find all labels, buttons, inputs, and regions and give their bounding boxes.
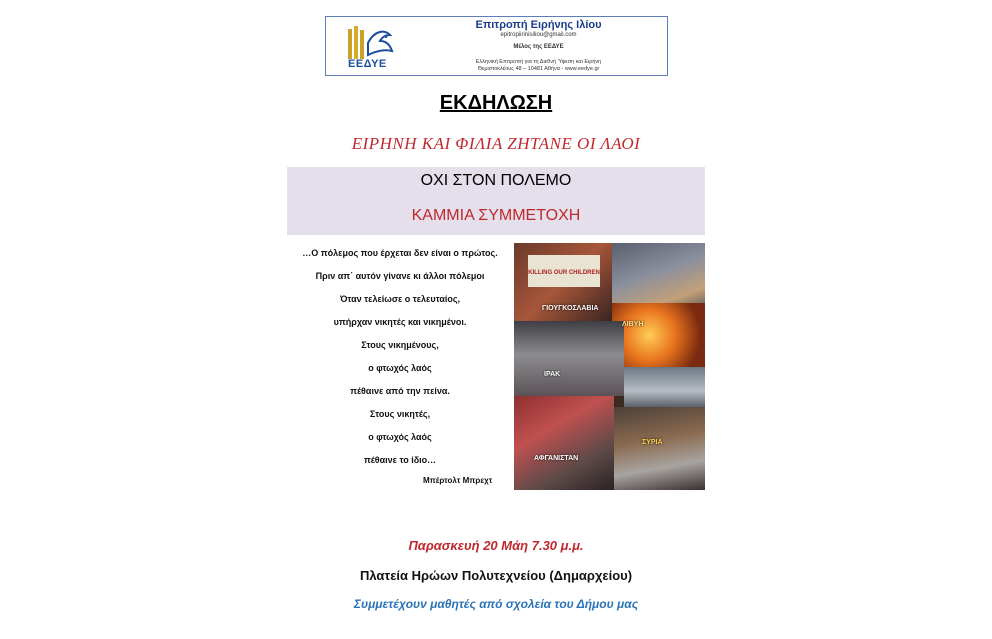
logo-text: ΕΕΔΥΕ [348,58,387,70]
collage-label-yugoslavia: ΓΙΟΥΓΚΟΣΛΑΒΙΑ [542,305,599,312]
photo-tile-city [624,367,705,407]
event-date: Παρασκευή 20 Μάη 7.30 μ.μ. [408,538,584,553]
event-venue: Πλατεία Ηρώων Πολυτεχνείου (Δημαρχείου) [359,568,633,583]
poem-line: ο φτωχός λαός [368,432,432,442]
poem-line: Στους νικημένους, [361,340,439,350]
poem-line: πέθαινε από την πείνα. [350,386,450,396]
poem-line: υπήρχαν νικητές και νικημένοι. [333,317,467,327]
poem-line: Στους νικητές, [369,409,431,419]
poem-line: Πριν απ΄ αυτόν γίνανε κι άλλοι πόλεμοι [315,271,485,281]
header-title: Επιτροπή Ειρήνης Ιλίου [475,19,602,31]
collage-label-iraq: ΙΡΑΚ [544,371,561,378]
collage-label-syria: ΣΥΡΙΑ [642,439,663,446]
photo-tile-syria [614,407,705,490]
poem-line: πέθαινε το ίδιο… [363,455,437,465]
collage-label-afghanistan: ΑΦΓΑΝΙΣΤΑΝ [534,455,579,462]
header-member: Μέλος της ΕΕΔΥΕ [513,44,564,50]
photo-tile-explosion [612,303,705,367]
event-participants: Συμμετέχουν μαθητές από σχολεία του Δήμου μας [353,597,639,611]
header-address: Θεμιστοκλέους 48 – 10481 Αθήνα - www.eedye.gr [477,66,600,72]
poem-line: ο φτωχός λαός [368,363,432,373]
poem-line: …Ο πόλεμος που έρχεται δεν είναι ο πρώτος. [302,248,498,258]
war-photo-collage [514,243,705,490]
protest-sign-text: KILLING OUR CHILDREN [528,270,600,276]
header-org: Ελληνική Επιτροπή για τη Διεθνή Ύφεση και Ειρήνη [475,59,602,65]
event-title: ΕΚΔΗΛΩΣΗ [439,92,553,114]
collage-label-libya: ΛΙΒΥΗ [622,321,644,328]
poem [290,246,510,476]
event-slogan: ΕΙΡΗΝΗ ΚΑΙ ΦΙΛΙΑ ΖΗΤΑΝΕ ΟΙ ΛΑΟΙ [351,134,641,153]
banner-line-2: ΚΑΜΜΙΑ ΣΥΜΜΕΤΟΧΗ [411,207,581,224]
protest-sign-icon [528,255,600,287]
poem-line: Όταν τελείωσε ο τελευταίος, [339,294,461,304]
photo-tile-afghanistan [514,396,614,490]
poem-author: Μπέρτολτ Μπρεχτ [423,476,493,485]
header-box [325,16,668,76]
banner [287,167,705,235]
banner-line-1: ΟΧΙ ΣΤΟΝ ΠΟΛΕΜΟ [420,172,572,189]
header-email[interactable]: epitropiirinisiliou@gmail.com [500,32,577,38]
photo-tile-iraq [514,321,624,396]
